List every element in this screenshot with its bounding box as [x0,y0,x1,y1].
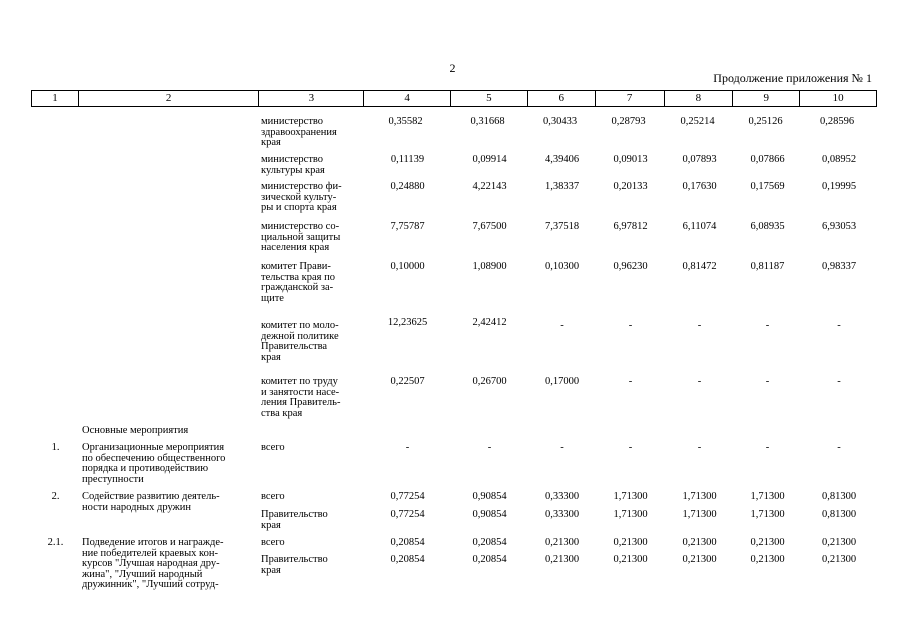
value-cell: - [765,376,770,387]
table-row [31,262,877,304]
executor-cell: комитет по моло- дежной политике Правительства края [261,320,339,363]
value-cell: 1,71300 [613,491,648,502]
value-cell: - [628,376,633,387]
value-cell: 0,21300 [821,554,857,565]
value-cell: 1,71300 [750,491,785,502]
value-cell: 0,21300 [750,537,785,548]
value-cell: 1,08900 [472,261,507,272]
column-number: 10 [832,92,844,104]
value-cell: 0,17630 [682,181,717,192]
value-cell: 0,81300 [821,509,857,520]
executor-cell: всего [261,537,285,548]
value-cell: 0,98337 [821,261,857,272]
value-cell: - [628,320,633,331]
table-row [31,155,877,176]
value-cell: - [405,442,410,453]
value-cell: 0,33300 [544,491,580,502]
executor-cell: министерство со- циальной защиты населения края [261,221,341,253]
item-name: Подведение итогов и награжде- ние победителей краевых кон- курсов "Лучшая народная дру- жина", "Лучший народный дружинник", "Лучший сотруд- [82,537,224,590]
value-cell: 6,93053 [821,221,857,232]
value-cell: - [697,376,702,387]
item-index: 1. [51,442,60,453]
value-cell: 1,71300 [613,509,648,520]
value-cell: 0,20854 [390,554,425,565]
column-number: 7 [596,91,665,106]
column-number: 4 [364,91,451,106]
column-number: 8 [665,91,734,106]
value-cell: 12,23625 [387,317,428,328]
value-cell: 7,75787 [390,221,425,232]
value-cell: 0,20854 [390,537,425,548]
value-cell: 2,42412 [472,317,507,328]
table-row [31,317,877,363]
value-cell: 0,28793 [611,116,646,127]
value-cell: 0,21300 [750,554,785,565]
value-cell: 0,07893 [682,154,717,165]
value-cell: 0,11139 [390,154,425,165]
column-number: 5 [451,91,528,106]
page-number: 2 [449,61,456,75]
value-cell: 0,21300 [544,537,580,548]
value-cell: - [560,442,564,453]
value-cell: 1,38337 [544,181,580,192]
value-cell: 0,21300 [613,537,648,548]
value-cell: 0,26700 [472,376,507,387]
item-index: 2. [51,491,60,502]
value-cell: 1,71300 [682,509,717,520]
value-cell: 0,33300 [544,509,580,520]
table-row [31,377,877,419]
value-cell: - [837,442,841,453]
value-cell: 0,09914 [472,154,507,165]
value-cell: 4,22143 [472,181,507,192]
value-cell: 0,25214 [680,116,715,127]
value-cell: 0,81300 [821,491,857,502]
value-cell: 6,08935 [750,221,785,232]
value-cell: 0,35582 [388,116,423,127]
value-cell: 0,31668 [470,116,505,127]
value-cell: 0,81472 [682,261,717,272]
value-cell: 0,07866 [750,154,785,165]
column-number: 6 [528,91,596,106]
value-cell: 0,10300 [544,261,580,272]
value-cell: 0,10000 [390,261,425,272]
value-cell: 6,11074 [682,221,717,232]
column-number: 3 [259,91,364,106]
value-cell: 7,67500 [472,221,507,232]
executor-cell: комитет по труду и занятости насе- ления Правитель- ства края [261,376,341,419]
executor-cell: Правительство края [261,509,328,531]
value-cell: 0,90854 [472,509,507,520]
table-row [31,182,877,214]
value-cell: - [487,442,492,453]
value-cell: - [765,442,770,453]
executor-cell: министерство фи- зической культу- ры и спорта края [261,181,342,213]
value-cell: 7,37518 [544,221,580,232]
value-cell: 0,21300 [682,554,717,565]
value-cell: 0,90854 [472,491,507,502]
value-cell: 0,08952 [821,154,857,165]
column-number: 9 [733,91,800,106]
value-cell: 0,81187 [750,261,785,272]
table-row [31,510,877,531]
section-title: Основные мероприятия [82,425,189,436]
value-cell: 0,21300 [544,554,580,565]
column-number: 2 [79,91,260,106]
value-cell: - [697,442,702,453]
value-cell: 0,09013 [613,154,648,165]
value-cell: - [765,320,770,331]
column-number: 1 [32,91,79,106]
table-row [31,222,877,254]
value-cell: 0,21300 [613,554,648,565]
value-cell: 0,20854 [472,537,507,548]
value-cell: 0,25126 [748,116,783,127]
value-cell: 0,24880 [390,181,425,192]
value-cell: - [697,320,702,331]
item-name: Содействие развитию деятель- ности народных дружин [82,491,220,513]
table-header-row [31,90,877,107]
value-cell: 0,17569 [750,181,785,192]
value-cell: 1,71300 [750,509,785,520]
executor-cell: всего [261,442,285,453]
value-cell: 4,39406 [544,154,580,165]
value-cell: 0,17000 [544,376,580,387]
value-cell: 0,22507 [390,376,425,387]
value-cell: 0,21300 [821,537,857,548]
value-cell: - [837,320,841,331]
executor-cell: Правительство края [261,554,328,576]
executor-cell: комитет Прави- тельства края по гражданской за- щите [261,261,335,304]
value-cell: 0,28596 [819,116,855,127]
value-cell: 6,97812 [613,221,648,232]
value-cell: - [837,376,841,387]
value-cell: 0,20854 [472,554,507,565]
table-row [31,117,877,149]
value-cell: 0,30433 [542,116,578,127]
value-cell: 0,77254 [390,509,425,520]
table-row [31,555,877,576]
value-cell: - [628,442,633,453]
value-cell: 0,19995 [821,181,857,192]
item-index: 2.1. [47,537,64,548]
value-cell: 0,20133 [613,181,648,192]
table-row [31,443,877,485]
item-name: Организационные мероприятия по обеспечению общественного порядка и противодействию преступности [82,442,226,485]
value-cell: 0,21300 [682,537,717,548]
value-cell: - [560,320,564,331]
value-cell: 1,71300 [682,491,717,502]
continuation-label: Продолжение приложения № 1 [713,71,872,85]
section-title-row [31,426,877,437]
value-cell: 0,96230 [613,261,648,272]
executor-cell: министерство здравоохранения края [261,116,337,148]
executor-cell: всего [261,491,285,502]
value-cell: 0,77254 [390,491,425,502]
executor-cell: министерство культуры края [261,154,325,176]
